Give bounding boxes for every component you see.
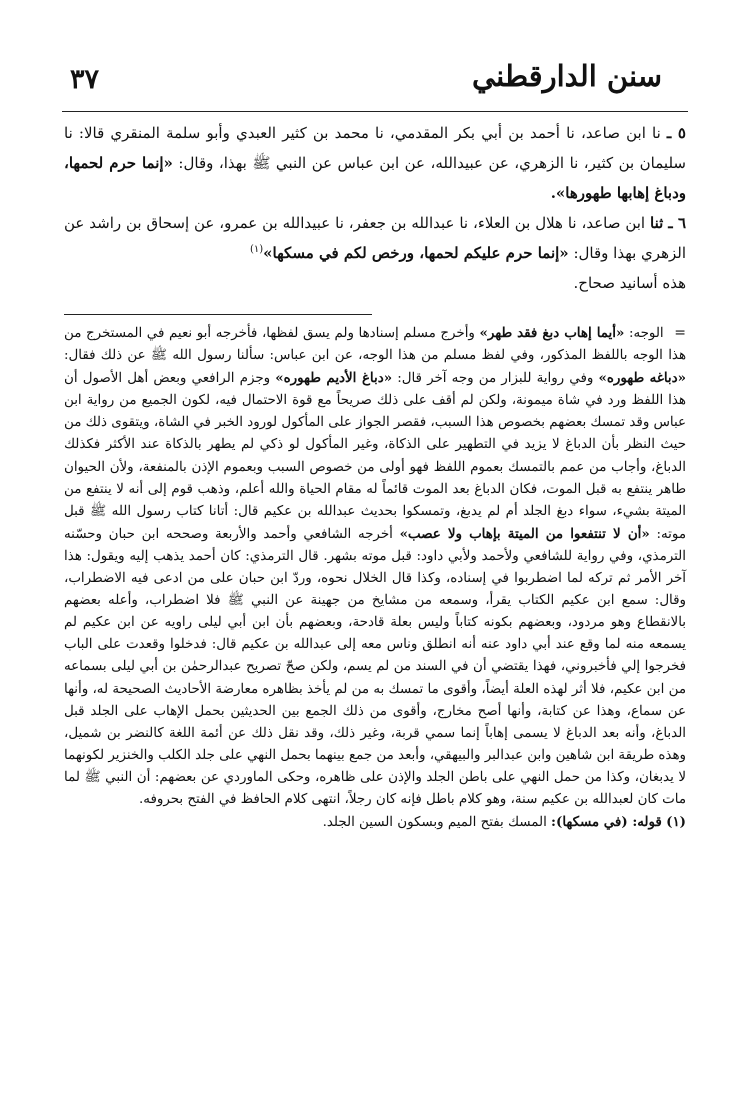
hadith-sanad: ابن صاعد، نا هلال بن العلاء، نا عبدالله بن جعفر، نا عبيدالله بن عمرو، عن إسحاق بن راشد عن الزهري بهذا وقال:	[64, 214, 686, 262]
hadith-6	[64, 208, 686, 268]
hadith-closing: هذه أسانيد صحاح.	[573, 274, 686, 292]
header-rule	[62, 111, 688, 112]
footnote-1	[64, 811, 686, 834]
commentary-quote: «دباغه طهوره»	[598, 370, 686, 387]
hadith-tag: ثنا	[650, 214, 664, 232]
commentary-quote: «أيما إهاب دبغ فقد طهر»	[479, 325, 625, 341]
continuation-marker: =	[674, 325, 686, 341]
hadith-matn: «إنما حرم عليكم لحمها، ورخص لكم في مسكها»	[263, 244, 569, 262]
page-number: ٣٧	[70, 64, 100, 95]
commentary-quote: «دباغ الأديم طهوره»	[275, 370, 393, 387]
commentary-text: وأخرج مسلم إسنادها ولم يسق لفظها، فأخرجه أبو نعيم في المستخرج من هذا الوجه باللفظ المذكور، وفي لفظ مسلم من هذا الوجه، عن ابن عباس: سألنا رسول الله ﷺ عن ذلك فقال:	[64, 326, 686, 364]
hadith-sanad: نا ابن صاعد، نا أحمد بن أبي بكر المقدمي، نا محمد بن كثير العبدي وأبو سلمة المنقري قالا: نا سليمان بن كثير، نا الزهري، عن عبيدالله، عن ابن عباس عن النبي ﷺ بهذا،	[64, 124, 686, 172]
footnote-label: قوله: (في مسكها):	[551, 814, 662, 831]
footnote-ref: (١)	[249, 244, 264, 255]
footnote-text: المسك بفتح الميم وبسكون السين الجلد.	[322, 815, 552, 831]
commentary-text: وجزم الرافعي وبعض أهل الأصول أن هذا اللفظ ورد في شاة ميمونة، ولكن لم أقف على ذلك صريحاً مع قوة الاحتمال فيه، لكون الجميع من رواية ابن عباس وقد تمسك بعضهم بخصوص هذا السبب، فقصر الجواز على المأكول لورود الخبر في الشاة، ويتقوى ذلك من حيث النظر بأن الدباغ لا يزيد في التطهير على الذكاة، وغير المأكول لو ذكي لم يطهر بالذكاة عند الأكثر فكذلك الدباغ، وأجاب من عمم بالتمسك بعموم اللفظ فهو أولى من خصوص السبب وبعموم الإذن بالمنفعة، ولأن الحيوان طاهر ينتفع به قبل الموت، فكان الدباغ بعد الموت قائماً له مقام الحياة والله أعلم، وذهب قوم إلى أنه لا ينتفع من الميتة بشيء، سواء دبغ الجلد أم لم يدبغ، وتمسكوا بحديث عبدالله بن عكيم قال: أتانا كتاب رسول الله ﷺ قبل موته:	[64, 371, 686, 542]
hadith-5	[64, 118, 686, 208]
commentary	[64, 322, 686, 811]
hadith-lead-in: وقال:	[172, 154, 214, 172]
hadith-number: ٦ ـ	[668, 214, 686, 232]
footnotes	[64, 322, 686, 834]
hadith-number: ٥ ـ	[666, 124, 686, 142]
commentary-text: الوجه:	[624, 326, 669, 341]
hadith-matn: «إنما حرم لحمها، ودباغ إهابها طهورها».	[64, 154, 686, 202]
commentary-text: وفي رواية للبزار من وجه آخر قال:	[392, 371, 599, 387]
commentary-text: أخرجه الشافعي وأحمد والأربعة وصححه ابن حبان وحسّنه الترمذي، وفي رواية للشافعي ولأحمد ولأبي داود: قبل موته بشهر. قال الترمذي: كان أحمد يذهب إليه ويقول: هذا آخر الأمر ثم تركه لما اضطربوا في إسناده، وكذا قال الخلال نحوه، وردّ ابن حبان على من ادعى فيه الاضطراب، وقال: سمع ابن عكيم الكتاب يقرأ، وسمعه من مشايخ من جهينة عن النبي ﷺ فلا اضطراب، وأعله بعضهم بالانقطاع وهو مردود، وبعضهم بكونه كتاباً وليس بعلة قادحة، وبعضهم بأن ابن أبي ليلى راويه عن ابن عكيم لم يسمعه منه لما وقع عند أبي داود عنه أنه انطلق وناس معه إلى عبدالله بن عكيم قال: فدخلوا وقعدت على الباب فخرجوا إلي فأخبروني، فهذا يقتضي أن في السند من لم يسم، ولكن صحّ تصريح عبدالرحمٰن بن أبي ليلى بسماعه من ابن عكيم، فلا أثر لهذه العلة أيضاً، وأقوى ما تمسك به من لم يأخذ بظاهره معارضة الأحاديث الصحيحة له، وأنها عن سماع، وهذا عن كتابة، وأنها أصح مخارج، وأقوى من ذلك الجمع بين الحديثين بحمل الإهاب على الجلد قبل الدباغ، وأنه بعد الدباغ لا يسمى إهاباً إنما سمي قربة، وغير ذلك، وقد نقل ذلك عن أئمة اللغة كالنضر بن شميل، وهذه طريقة ابن شاهين وابن عبدالبر والبيهقي، وأبعد من جمع بينهما بحمل النهي على جلد الكلب والخنزير لكونهما لا يدبغان، وكذا من حمل النهي على باطن الجلد والإذن على ظاهره، وحكى الماوردي عن بعضهم: أن النبي ﷺ لما مات كان لعبدالله بن عكيم سنة، وهو كلام باطل فإنه كان رجلاً، انتهى كلام الحافظ في الفتح بحروفه.	[64, 526, 686, 807]
commentary-quote: «أن لا تنتفعوا من الميتة بإهاب ولا عصب»	[399, 525, 650, 542]
footnote-separator	[64, 314, 372, 315]
book-title: سنن الدارقطني	[472, 59, 662, 93]
footnote-number: (١)	[666, 814, 686, 831]
main-text	[64, 118, 686, 298]
